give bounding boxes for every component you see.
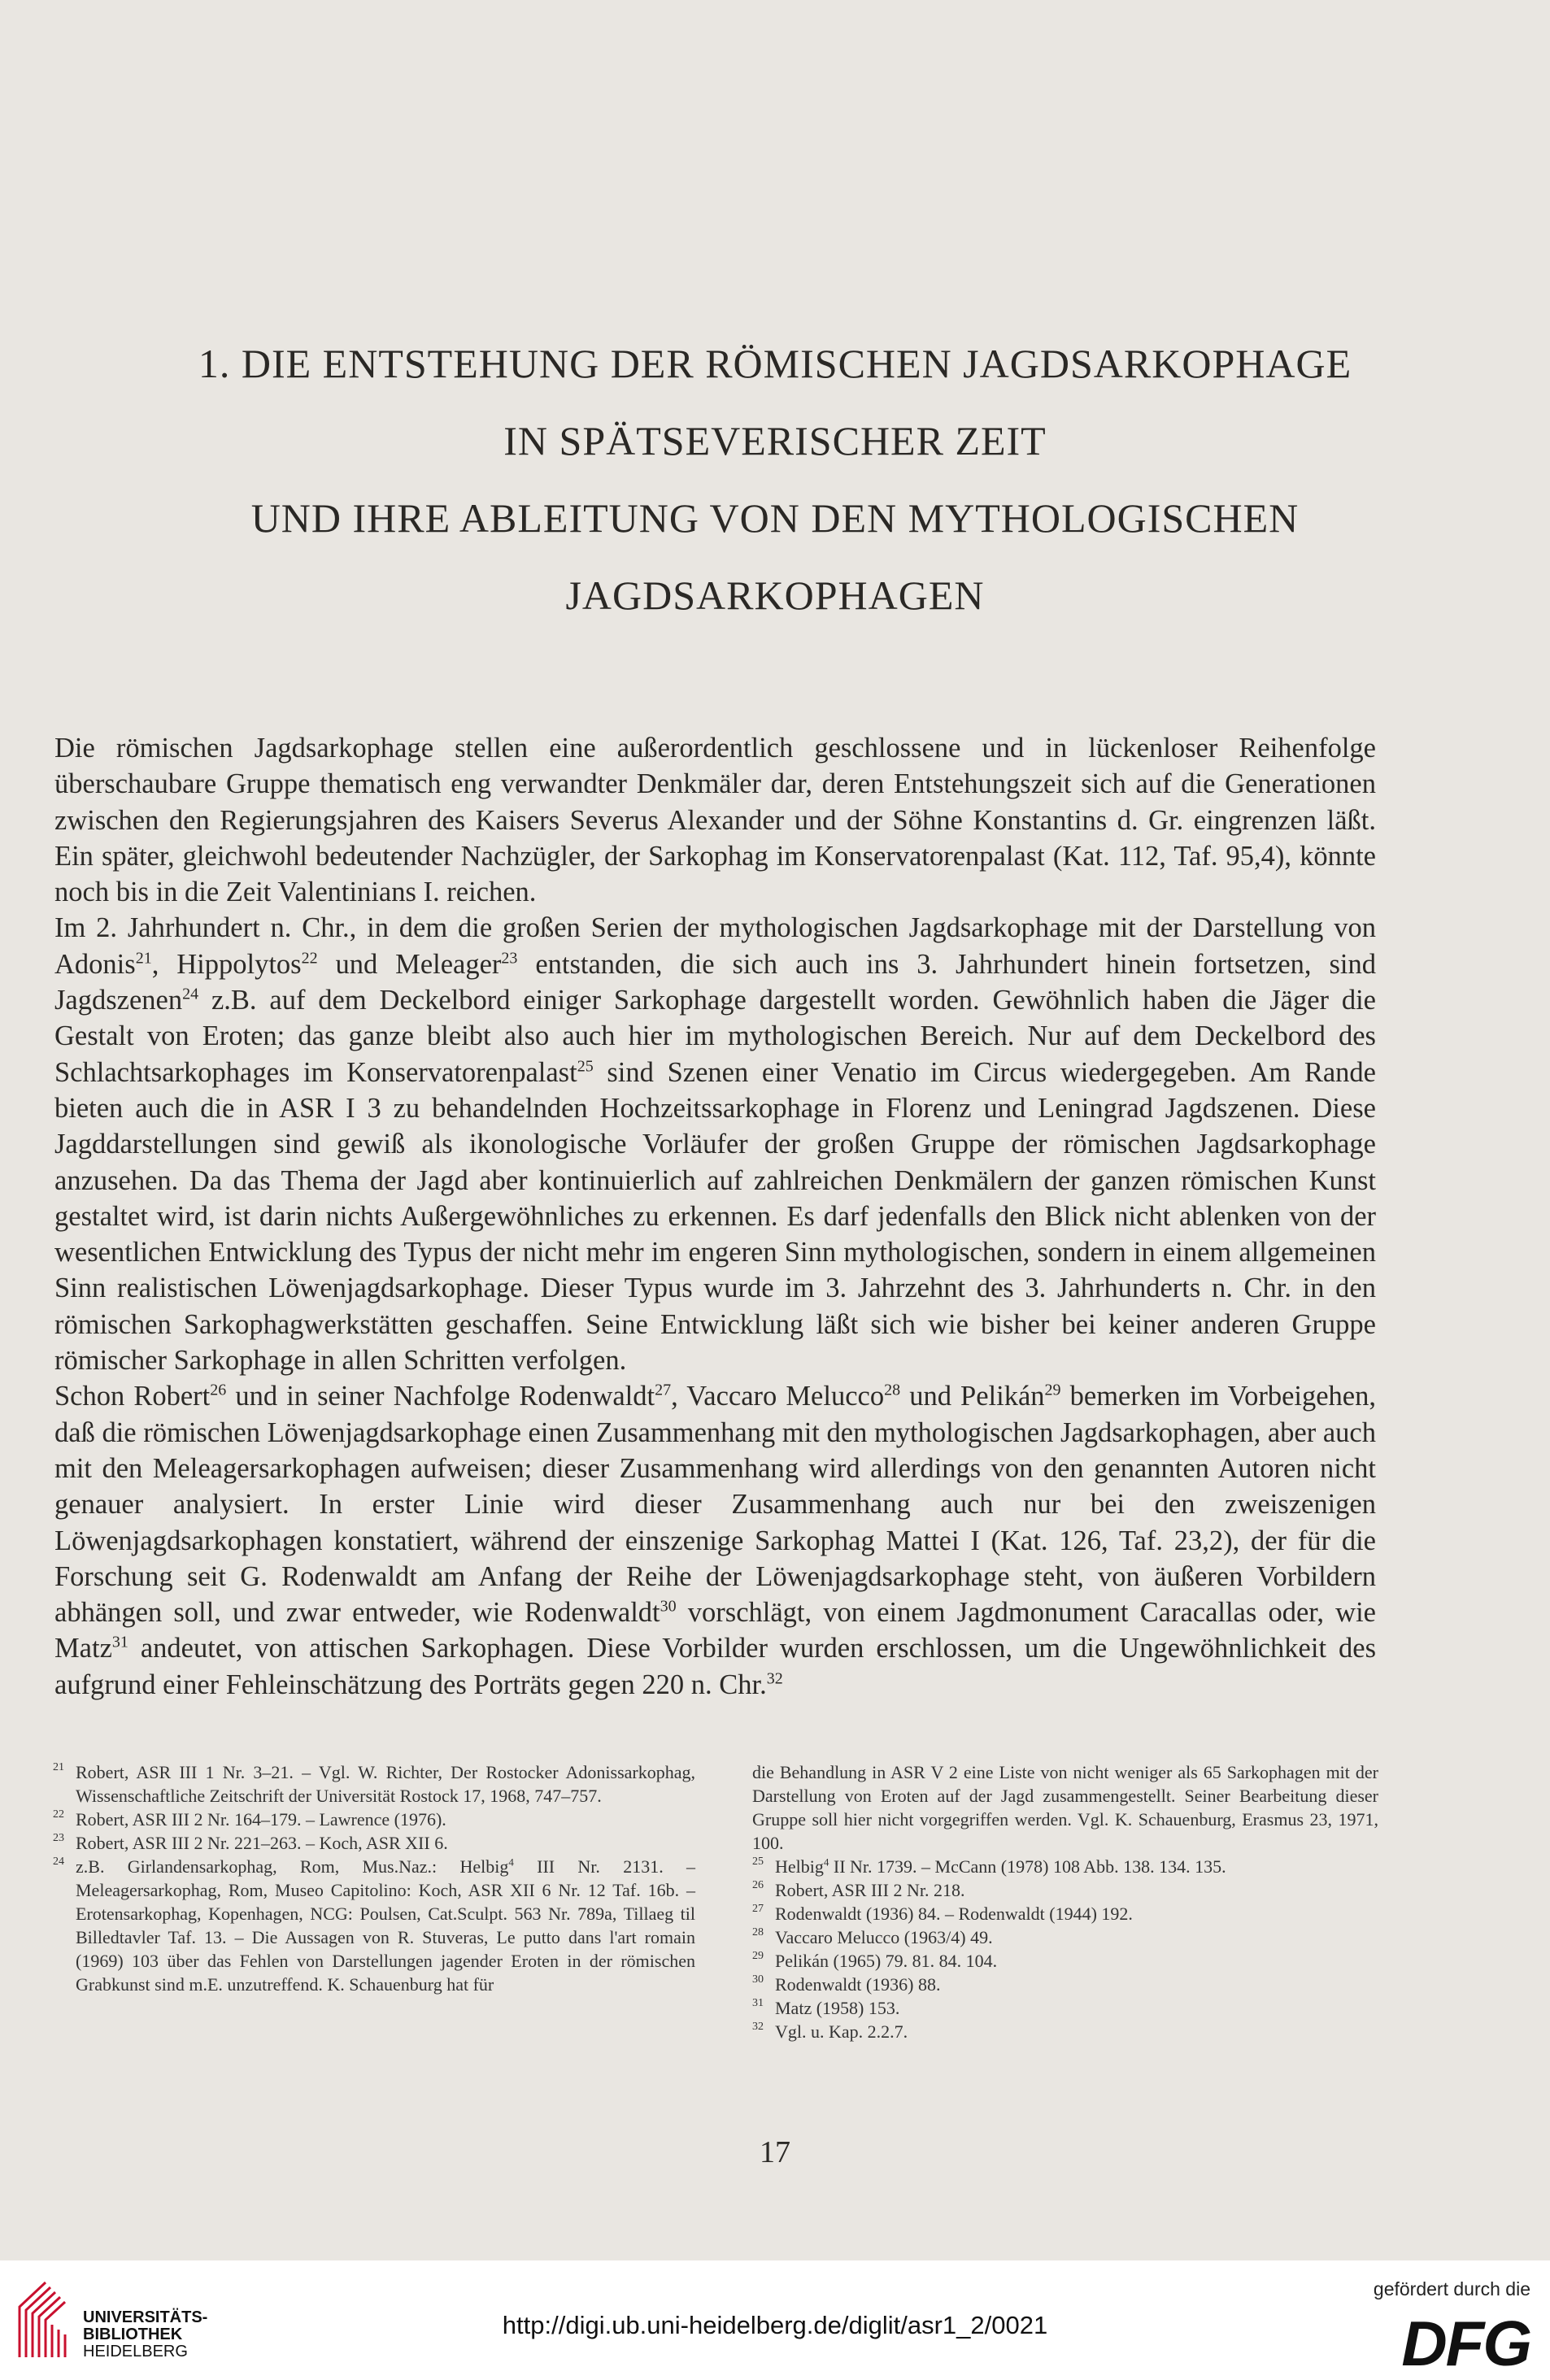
footnote-number: 24 (53, 1856, 64, 1868)
heading-line: JAGDSARKOPHAGEN (565, 572, 985, 618)
footnote-ref[interactable]: 26 (210, 1381, 227, 1399)
footer-bar (0, 2260, 1550, 2380)
footnote: 28 Vaccaro Melucco (1963/4) 49. (752, 1925, 1378, 1949)
footnote: 26 Robert, ASR III 2 Nr. 218. (752, 1878, 1378, 1902)
footnote: 21 Robert, ASR III 1 Nr. 3–21. – Vgl. W. Richter, Der Rostocker Adonissarkophag, Wissenschaftliche Zeitschrift der Universität Rostock 17, 1968, 747–757. (53, 1760, 695, 1808)
footnote: 30 Rodenwaldt (1936) 88. (752, 1973, 1378, 1996)
footnote: 31 Matz (1958) 153. (752, 1996, 1378, 2020)
footnote-number: 21 (53, 1761, 64, 1773)
footnotes-right-column (752, 1760, 1378, 2043)
footnote-number: 28 (752, 1926, 764, 1938)
footnote-number: 29 (752, 1950, 764, 1962)
paragraph-2: Im 2. Jahrhundert n. Chr., in dem die großen Serien der mythologischen Jagdsarkophage mit der Darstellung von Adonis$^{21}$, Hippolytos$^{22}$ und Meleager$^{23}$ entstanden, die sich auch ins 3. Jahrhundert hinein fortsetzen, sind Jagdszenen$^{24}$ z.B. auf dem Deckelbord einiger Sarkophage dargestellt worden. Gewöhnlich haben die Jäger die Gestalt von Eroten; das ganze bleibt also auch hier im mythologischen Bereich. Nur auf dem Deckelbord des Schlachtsarkophages im Konservatorenpalast$^{25}$ sind Szenen einer Venatio im Circus wiedergegeben. Am Rande bieten auch die in ASR I 3 zu behandelnden Hochzeitssarkophage in Florenz und Leningrad Jagdszenen. Diese Jagddarstellungen sind gewiß als ikonologische Vorläufer der großen Gruppe der römischen Jagdsarkophage anzusehen. Da das Thema der Jagd aber kontinuierlich auf zahlreichen Denkmälern der ganzen römischen Kunst gestaltet wird, ist darin nichts Außergewöhnliches zu erkennen. Es darf jedenfalls den Blick nicht ablenken von der wesentlichen Entwicklung des Typus der nicht mehr im engeren Sinn mythologischen, sondern in einem allgemeinen Sinn realistischen Löwenjagdsarkophage. Dieser Typus wurde im 3. Jahrzehnt des 3. Jahrhunderts n. Chr. in den römischen Sarkophagwerkstätten geschaffen. Seine Entwicklung läßt sich wie bisher bei keiner anderen Gruppe römischer Sarkophage in allen Schritten verfolgen. (54, 912, 1376, 1377)
footnote-ref[interactable]: 31 (111, 1633, 128, 1651)
footnote-number: 30 (752, 1973, 764, 1986)
footnote: 24 z.B. Girlandensarkophag, Rom, Mus.Naz.: Helbig$^4$ III Nr. 2131. – Meleagersarkophag, Rom, Museo Capitolino: Koch, ASR XII 6 Nr. 12 Taf. 16b. – Erotensarkophag, Kopenhagen, NCG: Poulsen, Cat.Sculpt. 563 Nr. 789a, Tillaeg til Billedtavler Taf. 13. – Die Aussagen von R. Stuveras, Le putto dans l'art romain (1969) 103 über das Fehlen von Darstellungen jagender Eroten in der römischen Grabkunst sind m.E. unzutreffend. K. Schauenburg hat für (53, 1855, 695, 1996)
heading-line: UND IHRE ABLEITUNG VON DEN MYTHOLOGISCHEN (250, 495, 1300, 541)
footnote: 25 Helbig$^4$ II Nr. 1739. – McCann (1978) 108 Abb. 138. 134. 135. (752, 1855, 1378, 1878)
footnote-number: 25 (752, 1856, 764, 1868)
footnote-number: 32 (752, 2021, 764, 2033)
funding-label: gefördert durch die (1373, 2278, 1530, 2300)
footnote: 27 Rodenwaldt (1936) 84. – Rodenwaldt (1944) 192. (752, 1902, 1378, 1925)
footnote-continuation: die Behandlung in ASR V 2 eine Liste von nicht weniger als 65 Sarkophagen mit der Darstellung von Eroten auf der Jagd zusammengestellt. Seiner Bearbeitung dieser Gruppe soll hier nicht vorgegriffen werden. Vgl. K. Schauenburg, Erasmus 23, 1971, 100. (752, 1762, 1378, 1853)
footnote-ref[interactable]: 29 (1044, 1381, 1061, 1399)
footnote-number: 27 (752, 1903, 764, 1915)
footnote-number: 23 (53, 1832, 64, 1844)
footnote-ref[interactable]: 25 (577, 1057, 594, 1076)
page-number: 17 (760, 2135, 790, 2169)
footnotes-left-column (53, 1760, 695, 1996)
footnote-ref[interactable]: 22 (301, 949, 318, 968)
paragraph-1: Die römischen Jagdsarkophage stellen eine außerordentlich geschlossene und in lückenloser Reihenfolge überschaubare Gruppe thematisch eng verwandter Denkmäler dar, deren Entstehungszeit sich auf die Generationen zwischen den Regierungsjahren des Kaisers Severus Alexander und der Söhne Konstantins d. Gr. eingrenzen läßt. Ein später, gleichwohl bedeutender Nachzügler, der Sarkophag im Konservatorenpalast (Kat. 112, Taf. 95,4), könnte noch bis in die Zeit Valentinians I. reichen. (54, 733, 1376, 908)
dfg-logo[interactable]: DFG (1401, 2308, 1530, 2379)
footnote-number: 22 (53, 1808, 64, 1821)
paragraph-3: Schon Robert$^{26}$ und in seiner Nachfolge Rodenwaldt$^{27}$, Vaccaro Melucco$^{28}$ und Pelikán$^{29}$ bemerken im Vorbeigehen, daß die römischen Löwenjagdsarkophage einen Zusammenhang mit den mythologischen Jagdsarkophagen, aber auch mit den Meleagersarkophagen aufweisen; dieser Zusammenhang wird allerdings von den genannten Autoren nicht genauer analysiert. In erster Linie wird dieser Zusammenhang auch nur bei den zweiszenigen Löwenjagdsarkophagen konstatiert, während der einszenige Sarkophag Mattei I (Kat. 126, Taf. 23,2), der für die Forschung seit G. Rodenwaldt am Anfang der Reihe der Löwenjagdsarkophage steht, von äußeren Vorbildern abhängen soll, und zwar entweder, wie Rodenwaldt$^{30}$ vorschlägt, von einem Jagdmonument Caracallas oder, wie Matz$^{31}$ andeutet, von attischen Sarkophagen. Diese Vorbilder wurden erschlossen, um die Ungewöhnlichkeit des aufgrund einer Fehleinschätzung des Porträts gegen 220 n. Chr.$^{32}$ (54, 1381, 1376, 1700)
footnote-number: 26 (752, 1879, 764, 1891)
footnote: 32 Vgl. u. Kap. 2.2.7. (752, 2020, 1378, 2043)
footnote-ref[interactable]: 32 (766, 1669, 783, 1688)
library-name: UNIVERSITÄTS- BIBLIOTHEK HEIDELBERG (83, 2308, 208, 2360)
footnote-ref[interactable]: 24 (182, 985, 199, 1003)
chapter-heading (49, 325, 1501, 634)
footnote: 23 Robert, ASR III 2 Nr. 221–263. – Koch, ASR XII 6. (53, 1831, 695, 1855)
footnote-ref[interactable]: 23 (501, 949, 518, 968)
document-url-link[interactable]: http://digi.ub.uni-heidelberg.de/diglit/asr1_2/0021 (502, 2311, 1048, 2339)
body-text (54, 730, 1376, 1703)
footnote-ref[interactable]: 28 (884, 1381, 901, 1399)
footnote-ref[interactable]: 21 (135, 949, 152, 968)
heading-line: 1. DIE ENTSTEHUNG DER RÖMISCHEN JAGDSARKOPHAGE (198, 341, 1352, 386)
footnote-ref[interactable]: 30 (660, 1597, 677, 1616)
footnote: 22 Robert, ASR III 2 Nr. 164–179. – Lawrence (1976). (53, 1808, 695, 1831)
footnote: 29 Pelikán (1965) 79. 81. 84. 104. (752, 1949, 1378, 1973)
heading-line: IN SPÄTSEVERISCHER ZEIT (503, 418, 1047, 463)
footnote-ref[interactable]: 27 (655, 1381, 672, 1399)
footnote-number: 31 (752, 1997, 764, 2009)
